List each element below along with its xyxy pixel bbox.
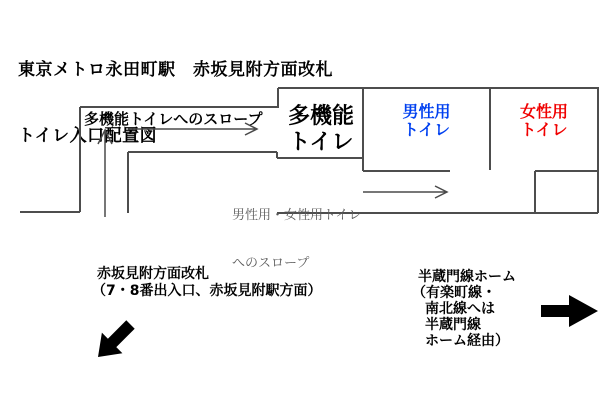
gate-note <box>92 266 321 300</box>
multi-slope-label: 多機能トイレへのスロープ <box>84 110 263 128</box>
platform-note-line3: 南北線へは <box>425 301 495 317</box>
southwest-arrow-shape <box>98 320 135 357</box>
multi-function-toilet-label <box>278 104 364 156</box>
gate-note-line1: 赤坂見附方面改札 <box>97 266 209 282</box>
gate-note-line2: （7・8番出入口、赤坂見附駅方面） <box>92 283 322 299</box>
platform-note <box>412 269 516 349</box>
up-arrow <box>98 130 112 217</box>
east-arrow-icon <box>541 294 599 328</box>
mens-toilet-line2: トイレ <box>402 120 451 139</box>
platform-note-line4: 半蔵門線 <box>425 317 481 333</box>
page-title-line1: 東京メトロ永田町駅 赤坂見附方面改札 <box>18 60 333 80</box>
womens-toilet-line2: トイレ <box>520 120 568 139</box>
multi-function-toilet-line1: 多機能 <box>287 104 354 129</box>
womens-toilet-label <box>490 103 598 139</box>
multi-function-toilet-line2: トイレ <box>288 130 354 155</box>
platform-note-line5: ホーム経由） <box>425 333 509 349</box>
mens-toilet-line1: 男性用 <box>402 102 451 121</box>
southwest-arrow-icon <box>96 317 144 361</box>
platform-note-line2: （有楽町線・ <box>412 285 496 301</box>
mens-toilet-label <box>363 103 490 139</box>
mw-slope-arrow <box>363 186 447 198</box>
platform-note-line1: 半蔵門線ホーム <box>418 269 516 285</box>
east-arrow-shape <box>541 295 598 327</box>
mens-womens-slope-line1: 男性用・女性用トイレ <box>232 208 362 223</box>
womens-toilet-line1: 女性用 <box>519 102 568 121</box>
page-title-line2: トイレ入口配置図 <box>18 126 158 146</box>
mens-womens-slope-line2: へのスロープ <box>232 256 310 271</box>
